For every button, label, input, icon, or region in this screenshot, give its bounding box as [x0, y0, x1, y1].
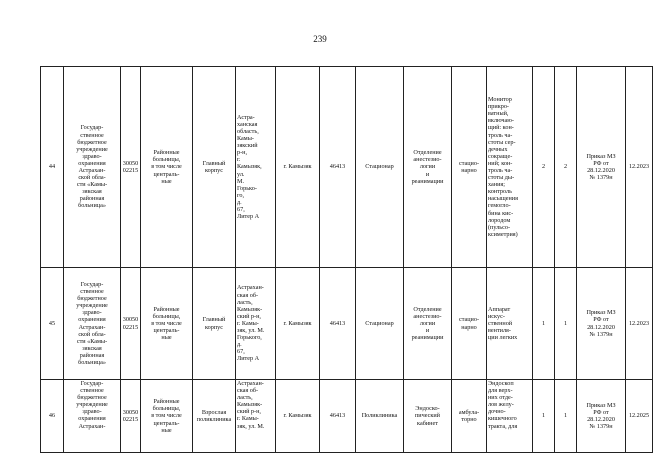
- cell-address-line: зяк, ул. М.: [237, 422, 265, 430]
- cell-code: [121, 67, 141, 268]
- cell-quantity-2: 2: [555, 67, 577, 268]
- cell-building-line: Взрослая: [201, 408, 227, 416]
- cell-equipment-line: для верх-: [488, 387, 513, 395]
- cell-address-line: 67,: [237, 206, 245, 214]
- cell-address-line: ханская: [237, 120, 258, 128]
- cell-code-line: 02215: [122, 323, 139, 331]
- cell-equipment-line: хания;: [488, 181, 505, 189]
- cell-address-line: ская об-: [237, 387, 259, 395]
- cell-conditions-line: торно: [461, 416, 477, 423]
- cell-organization-line: зякская: [82, 344, 102, 352]
- cell-order-line: № 1379н: [589, 423, 613, 431]
- cell-organization-line: ской обла-: [78, 174, 106, 182]
- cell-code: [121, 380, 141, 453]
- cell-address-line: ласть,: [237, 298, 253, 306]
- cell-facility-type: [141, 380, 193, 453]
- cell-equipment-line: Аппарат: [488, 305, 511, 313]
- cell-row-number: 45: [41, 268, 64, 380]
- cell-city: г. Камызяк: [276, 380, 320, 453]
- cell-equipment-line: стоты ды-: [488, 174, 515, 182]
- cell-building: [193, 380, 236, 453]
- cell-equipment-line: ственной: [488, 319, 513, 327]
- cell-code-line: 30050: [122, 316, 139, 324]
- cell-address-line: М.: [237, 177, 245, 185]
- cell-conditions: [452, 380, 487, 453]
- cell-code-line: 30050: [122, 159, 139, 167]
- cell-equipment-line: гемогло-: [488, 202, 511, 210]
- cell-address-line: Астрахан-: [237, 380, 264, 387]
- cell-equipment-line: троль ча-: [488, 167, 513, 174]
- cell-date: 12.2023: [626, 268, 653, 380]
- cell-organization: [64, 268, 121, 380]
- cell-department-line: Эндоско-: [415, 405, 440, 413]
- cell-facility-type-line: Районные: [153, 149, 180, 157]
- cell-date: 12.2023: [626, 67, 653, 268]
- cell-order-line: Приказ МЗ: [586, 309, 616, 317]
- cell-equipment: [487, 268, 533, 380]
- table-row: [41, 268, 653, 380]
- cell-order-line: 28.12.2020: [587, 323, 615, 331]
- cell-code: [121, 268, 141, 380]
- cell-order-line: № 1379н: [589, 174, 613, 182]
- cell-department-line: логии: [419, 319, 436, 327]
- cell-organization-line: здраво-: [82, 309, 102, 317]
- cell-address-line: зяк, ул. М.: [237, 327, 265, 335]
- cell-equipment-line: вентиля-: [488, 327, 511, 335]
- cell-facility-type-line: больницы,: [152, 312, 181, 320]
- cell-equipment-line: бина кис-: [488, 209, 514, 217]
- cell-conditions-line: амбула-: [458, 408, 480, 416]
- cell-conditions-line: стацио-: [458, 159, 480, 167]
- cell-department-line: и: [425, 327, 430, 335]
- cell-organization-line: бюджетное: [77, 295, 107, 303]
- cell-facility-type-line: в том числе: [151, 319, 182, 327]
- cell-organization-line: Астрахан-: [78, 323, 106, 331]
- cell-address-line: ская об-: [237, 291, 259, 299]
- cell-equipment-line: дечных: [488, 145, 508, 153]
- cell-equipment-line: насыщения: [488, 195, 518, 203]
- cell-equipment-line: ний; кон-: [488, 159, 513, 167]
- cell-quantity-2: 1: [555, 380, 577, 453]
- cell-facility-type-line: больницы,: [152, 405, 181, 413]
- cell-organization-line: учреждение: [76, 145, 108, 153]
- cell-equipment-line: дочно-: [488, 408, 506, 416]
- cell-organization-line: ственное: [80, 288, 104, 296]
- cell-facility-type-line: Районные: [153, 305, 180, 313]
- cell-facility-type-line: в том числе: [151, 163, 182, 171]
- cell-order-line: РФ от: [593, 159, 609, 167]
- cell-department-line: анестезио-: [413, 156, 442, 164]
- cell-facility-type-line: Районные: [153, 398, 180, 406]
- cell-department-line: и: [425, 170, 430, 178]
- cell-organization-line: районная: [79, 195, 105, 203]
- cell-code-line: 30050: [122, 408, 139, 416]
- cell-organization-line: больница»: [78, 202, 106, 210]
- cell-department: [404, 380, 452, 453]
- cell-organization-line: здраво-: [82, 152, 102, 160]
- cell-facility-type-line: ные: [161, 334, 172, 342]
- cell-organization-line: Государ-: [80, 380, 104, 387]
- cell-address-line: Камызяк-: [237, 401, 263, 409]
- cell-organization-line: ской обла-: [78, 330, 106, 338]
- cell-order-line: 28.12.2020: [587, 416, 615, 423]
- cell-conditions-line: нарно: [461, 323, 477, 331]
- cell-department-line: реанимации: [411, 334, 444, 342]
- cell-equipment-line: контроль: [488, 188, 512, 196]
- cell-organization-line: ственное: [80, 131, 104, 139]
- cell-address-line: Горького,: [237, 334, 262, 342]
- cell-address-line: г. Камы-: [237, 415, 259, 423]
- table-row: [41, 380, 653, 453]
- cell-address-line: Камы-: [237, 135, 254, 143]
- cell-facility-type-line: ные: [161, 177, 172, 185]
- cell-facility-type-line: больницы,: [152, 156, 181, 164]
- cell-building-line: Главный: [202, 159, 226, 167]
- cell-address-line: Астра-: [237, 113, 255, 121]
- cell-address-line: ский р-н,: [237, 408, 261, 416]
- cell-code-line: 02215: [122, 167, 139, 174]
- cell-address: [236, 67, 276, 268]
- cell-department: [404, 67, 452, 268]
- cell-order-line: № 1379н: [589, 330, 613, 338]
- cell-organization-line: больница»: [78, 358, 106, 366]
- cell-department-line: кабинет: [417, 419, 438, 427]
- cell-address-line: зякский: [237, 142, 258, 150]
- cell-organization-line: охранения: [78, 159, 106, 167]
- cell-department-line: Отделение: [413, 149, 442, 157]
- cell-organization-line: сти «Камы-: [76, 181, 108, 189]
- cell-organization-line: ственное: [80, 387, 104, 395]
- cell-care-type: Поликлиника: [356, 380, 404, 453]
- cell-building-line: поликлиника: [196, 416, 232, 423]
- cell-equipment-line: прикро-: [488, 103, 509, 111]
- cell-department: [404, 268, 452, 380]
- cell-address-line: Астрахан-: [237, 284, 264, 292]
- cell-organization-line: Государ-: [80, 280, 104, 288]
- cell-address-line: г.: [237, 156, 241, 164]
- cell-conditions: [452, 268, 487, 380]
- cell-equipment-line: Монитор: [488, 96, 512, 104]
- cell-equipment-line: сокраще-: [488, 152, 513, 160]
- cell-facility-type-line: централь-: [153, 170, 180, 178]
- cell-address-line: г. Камы-: [237, 319, 259, 327]
- cell-building-line: корпус: [204, 323, 224, 331]
- cell-equipment-line: кишечного: [488, 415, 517, 423]
- cell-order-line: РФ от: [593, 316, 609, 324]
- cell-address-line: Литер А: [237, 213, 260, 221]
- cell-organization-line: Астрахан-: [78, 422, 106, 430]
- cell-equipment-line: тракта, для: [488, 422, 518, 430]
- cell-equipment-line: лов желу-: [488, 401, 514, 409]
- cell-equipment-line: (пульсо-: [488, 223, 511, 231]
- cell-building: [193, 67, 236, 268]
- cell-oktmo: 46413: [320, 268, 356, 380]
- cell-address-line: Литер А: [237, 355, 260, 363]
- cell-equipment-line: стоты сер-: [488, 138, 516, 146]
- cell-address-line: ул.: [237, 170, 245, 178]
- cell-equipment-line: троль ча-: [488, 131, 513, 139]
- cell-facility-type-line: централь-: [153, 327, 180, 335]
- cell-organization-line: учреждение: [76, 302, 108, 310]
- cell-organization-line: зякская: [82, 188, 102, 196]
- cell-address: [236, 380, 276, 453]
- equipment-table: [40, 66, 653, 453]
- cell-address-line: область,: [237, 127, 259, 135]
- cell-building-line: Главный: [202, 316, 226, 324]
- cell-building: [193, 268, 236, 380]
- cell-organization-line: сти «Камы-: [76, 337, 108, 345]
- cell-facility-type-line: ные: [161, 426, 172, 434]
- cell-address-line: Камызяк,: [237, 163, 262, 171]
- cell-organization-line: Государ-: [80, 124, 104, 132]
- cell-care-type: Стационар: [356, 268, 404, 380]
- cell-equipment-line: включаю-: [488, 117, 514, 125]
- cell-department-line: логии: [419, 163, 436, 171]
- cell-facility-type: [141, 67, 193, 268]
- cell-care-type: Стационар: [356, 67, 404, 268]
- cell-address-line: Камызяк-: [237, 305, 263, 313]
- page-number: 239: [313, 34, 327, 44]
- cell-address-line: 67,: [237, 348, 245, 356]
- cell-date: 12.2025: [626, 380, 653, 453]
- cell-order: [577, 380, 626, 453]
- cell-equipment: [487, 380, 533, 453]
- cell-quantity-2: 1: [555, 268, 577, 380]
- cell-equipment-line: Эндоскоп: [488, 380, 514, 387]
- cell-organization: [64, 380, 121, 453]
- cell-order-line: РФ от: [593, 408, 609, 416]
- cell-row-number: 44: [41, 67, 64, 268]
- cell-order: [577, 268, 626, 380]
- cell-department-line: реанимации: [411, 177, 444, 185]
- cell-department-line: пический: [414, 412, 440, 420]
- cell-equipment-line: ции легких: [488, 334, 518, 342]
- cell-equipment-line: ксиметрия): [488, 230, 518, 238]
- cell-city: г. Камызяк: [276, 268, 320, 380]
- cell-equipment-line: них отде-: [488, 394, 513, 402]
- cell-address: [236, 268, 276, 380]
- cell-address-line: ский р-н,: [237, 312, 261, 320]
- cell-organization-line: Астрахан-: [78, 167, 106, 174]
- cell-oktmo: 46413: [320, 67, 356, 268]
- cell-city: г. Камызяк: [276, 67, 320, 268]
- cell-department-line: Отделение: [413, 305, 442, 313]
- cell-organization: [64, 67, 121, 268]
- cell-organization-line: бюджетное: [77, 394, 107, 402]
- cell-address-line: д.: [237, 198, 242, 206]
- cell-organization-line: бюджетное: [77, 138, 107, 146]
- cell-building-line: корпус: [204, 167, 224, 174]
- cell-organization-line: здраво-: [82, 408, 102, 416]
- cell-organization-line: охранения: [78, 316, 106, 324]
- cell-address-line: ласть,: [237, 394, 253, 402]
- cell-equipment-line: лородом: [488, 216, 511, 224]
- cell-order: [577, 67, 626, 268]
- cell-conditions: [452, 67, 487, 268]
- cell-order-line: Приказ МЗ: [586, 152, 616, 160]
- cell-address-line: го,: [237, 191, 245, 199]
- cell-oktmo: 46413: [320, 380, 356, 453]
- cell-conditions-line: нарно: [461, 167, 477, 174]
- cell-address-line: Горько-: [237, 184, 257, 192]
- cell-facility-type-line: в том числе: [151, 412, 182, 420]
- cell-equipment-line: искус-: [488, 312, 505, 320]
- cell-order-line: Приказ МЗ: [586, 401, 616, 409]
- cell-quantity-1: 1: [533, 268, 555, 380]
- cell-quantity-1: 1: [533, 380, 555, 453]
- cell-equipment: [487, 67, 533, 268]
- cell-row-number: 46: [41, 380, 64, 453]
- cell-equipment-line: щий: кон-: [488, 124, 514, 132]
- cell-address-line: р-н,: [237, 149, 248, 157]
- cell-code-line: 02215: [122, 416, 139, 423]
- cell-facility-type-line: централь-: [153, 419, 180, 427]
- cell-conditions-line: стацио-: [458, 316, 480, 324]
- cell-facility-type: [141, 268, 193, 380]
- table-row: [41, 67, 653, 268]
- cell-equipment-line: ватный,: [488, 110, 509, 118]
- cell-organization-line: районная: [79, 351, 105, 359]
- cell-organization-line: охранения: [78, 415, 106, 423]
- cell-department-line: анестезио-: [413, 312, 442, 320]
- cell-order-line: 28.12.2020: [587, 167, 615, 174]
- cell-address-line: д.: [237, 341, 242, 349]
- cell-quantity-1: 2: [533, 67, 555, 268]
- cell-organization-line: учреждение: [76, 401, 108, 409]
